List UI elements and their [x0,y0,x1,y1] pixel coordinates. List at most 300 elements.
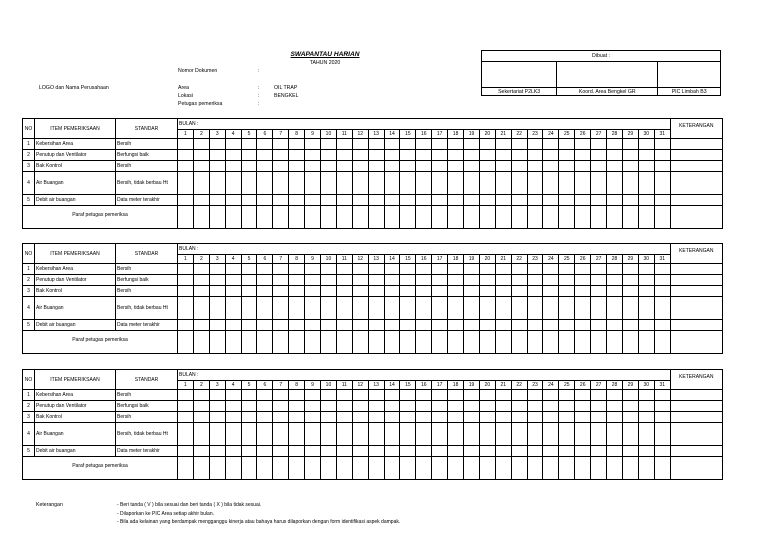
check-cell[interactable] [654,297,670,320]
check-cell[interactable] [321,275,337,286]
check-cell[interactable] [559,275,575,286]
check-cell[interactable] [654,412,670,423]
check-cell[interactable] [511,297,527,320]
check-cell[interactable] [448,150,464,161]
check-cell[interactable] [607,275,623,286]
check-cell[interactable] [368,297,384,320]
check-cell[interactable] [432,275,448,286]
check-cell[interactable] [289,320,305,331]
check-cell[interactable] [654,195,670,206]
check-cell[interactable] [495,446,511,457]
paraf-cell[interactable] [654,206,670,229]
paraf-cell[interactable] [225,206,241,229]
check-cell[interactable] [209,172,225,195]
check-cell[interactable] [225,423,241,446]
check-cell[interactable] [638,172,654,195]
check-cell[interactable] [321,320,337,331]
check-cell[interactable] [257,446,273,457]
paraf-cell[interactable] [559,206,575,229]
check-cell[interactable] [432,264,448,275]
paraf-cell[interactable] [209,206,225,229]
check-cell[interactable] [495,401,511,412]
check-cell[interactable] [241,297,257,320]
check-cell[interactable] [273,172,289,195]
check-cell[interactable] [527,286,543,297]
check-cell[interactable] [622,195,638,206]
check-cell[interactable] [305,423,321,446]
check-cell[interactable] [607,446,623,457]
check-cell[interactable] [511,401,527,412]
check-cell[interactable] [543,172,559,195]
paraf-cell[interactable] [305,457,321,480]
check-cell[interactable] [368,150,384,161]
signature-box[interactable] [482,62,557,88]
check-cell[interactable] [321,195,337,206]
check-cell[interactable] [336,286,352,297]
check-cell[interactable] [352,172,368,195]
check-cell[interactable] [622,390,638,401]
check-cell[interactable] [416,401,432,412]
check-cell[interactable] [352,195,368,206]
check-cell[interactable] [305,297,321,320]
check-cell[interactable] [257,275,273,286]
check-cell[interactable] [432,150,448,161]
check-cell[interactable] [241,423,257,446]
signature-box[interactable] [557,62,658,88]
paraf-cell[interactable] [209,457,225,480]
paraf-cell[interactable] [622,331,638,354]
check-cell[interactable] [464,264,480,275]
check-cell[interactable] [543,195,559,206]
paraf-cell[interactable] [416,206,432,229]
check-cell[interactable] [432,446,448,457]
check-cell[interactable] [559,412,575,423]
check-cell[interactable] [193,446,209,457]
paraf-cell[interactable] [607,331,623,354]
check-cell[interactable] [193,412,209,423]
check-cell[interactable] [575,150,591,161]
check-cell[interactable] [448,297,464,320]
paraf-cell[interactable] [495,331,511,354]
check-cell[interactable] [511,320,527,331]
paraf-cell[interactable] [432,457,448,480]
remarks-cell[interactable] [670,297,722,320]
check-cell[interactable] [257,390,273,401]
check-cell[interactable] [400,161,416,172]
paraf-cell[interactable] [559,331,575,354]
check-cell[interactable] [607,423,623,446]
check-cell[interactable] [495,275,511,286]
check-cell[interactable] [432,423,448,446]
check-cell[interactable] [527,264,543,275]
check-cell[interactable] [400,423,416,446]
check-cell[interactable] [368,195,384,206]
check-cell[interactable] [559,320,575,331]
check-cell[interactable] [591,286,607,297]
check-cell[interactable] [209,139,225,150]
check-cell[interactable] [638,275,654,286]
check-cell[interactable] [464,423,480,446]
paraf-cell[interactable] [479,331,495,354]
check-cell[interactable] [368,264,384,275]
check-cell[interactable] [178,286,194,297]
check-cell[interactable] [416,195,432,206]
paraf-cell[interactable] [321,331,337,354]
check-cell[interactable] [432,390,448,401]
check-cell[interactable] [511,139,527,150]
check-cell[interactable] [607,139,623,150]
check-cell[interactable] [225,195,241,206]
check-cell[interactable] [257,264,273,275]
check-cell[interactable] [527,412,543,423]
check-cell[interactable] [543,297,559,320]
check-cell[interactable] [432,172,448,195]
check-cell[interactable] [559,172,575,195]
check-cell[interactable] [400,150,416,161]
check-cell[interactable] [416,161,432,172]
check-cell[interactable] [209,150,225,161]
check-cell[interactable] [432,195,448,206]
check-cell[interactable] [416,446,432,457]
check-cell[interactable] [193,390,209,401]
check-cell[interactable] [559,161,575,172]
check-cell[interactable] [305,390,321,401]
check-cell[interactable] [654,161,670,172]
check-cell[interactable] [416,139,432,150]
check-cell[interactable] [638,161,654,172]
check-cell[interactable] [257,161,273,172]
check-cell[interactable] [400,401,416,412]
check-cell[interactable] [321,390,337,401]
paraf-cell[interactable] [448,457,464,480]
check-cell[interactable] [225,286,241,297]
check-cell[interactable] [400,139,416,150]
check-cell[interactable] [273,139,289,150]
check-cell[interactable] [352,161,368,172]
check-cell[interactable] [638,412,654,423]
check-cell[interactable] [416,297,432,320]
paraf-cell[interactable] [273,206,289,229]
check-cell[interactable] [638,390,654,401]
check-cell[interactable] [241,172,257,195]
check-cell[interactable] [543,390,559,401]
check-cell[interactable] [305,172,321,195]
check-cell[interactable] [527,172,543,195]
check-cell[interactable] [384,172,400,195]
remarks-cell[interactable] [670,390,722,401]
check-cell[interactable] [368,401,384,412]
check-cell[interactable] [209,195,225,206]
check-cell[interactable] [321,446,337,457]
check-cell[interactable] [495,390,511,401]
check-cell[interactable] [178,412,194,423]
paraf-remarks-cell[interactable] [670,206,722,229]
check-cell[interactable] [575,172,591,195]
check-cell[interactable] [479,401,495,412]
paraf-cell[interactable] [368,457,384,480]
remarks-cell[interactable] [670,423,722,446]
paraf-cell[interactable] [511,331,527,354]
check-cell[interactable] [591,297,607,320]
check-cell[interactable] [448,161,464,172]
check-cell[interactable] [432,412,448,423]
paraf-cell[interactable] [527,331,543,354]
check-cell[interactable] [591,390,607,401]
check-cell[interactable] [336,412,352,423]
paraf-cell[interactable] [400,331,416,354]
check-cell[interactable] [368,446,384,457]
check-cell[interactable] [464,172,480,195]
paraf-cell[interactable] [416,457,432,480]
check-cell[interactable] [575,297,591,320]
check-cell[interactable] [559,297,575,320]
check-cell[interactable] [495,161,511,172]
paraf-cell[interactable] [448,331,464,354]
paraf-cell[interactable] [352,331,368,354]
check-cell[interactable] [289,446,305,457]
check-cell[interactable] [384,297,400,320]
check-cell[interactable] [416,286,432,297]
check-cell[interactable] [241,195,257,206]
check-cell[interactable] [654,150,670,161]
check-cell[interactable] [336,139,352,150]
check-cell[interactable] [479,286,495,297]
check-cell[interactable] [495,195,511,206]
check-cell[interactable] [479,139,495,150]
check-cell[interactable] [479,297,495,320]
paraf-cell[interactable] [464,331,480,354]
remarks-cell[interactable] [670,139,722,150]
paraf-cell[interactable] [257,457,273,480]
check-cell[interactable] [591,275,607,286]
check-cell[interactable] [432,161,448,172]
check-cell[interactable] [448,401,464,412]
paraf-cell[interactable] [336,457,352,480]
remarks-cell[interactable] [670,150,722,161]
check-cell[interactable] [368,412,384,423]
check-cell[interactable] [321,297,337,320]
check-cell[interactable] [384,446,400,457]
check-cell[interactable] [416,275,432,286]
paraf-cell[interactable] [384,331,400,354]
paraf-cell[interactable] [511,206,527,229]
check-cell[interactable] [432,320,448,331]
check-cell[interactable] [479,161,495,172]
check-cell[interactable] [225,275,241,286]
check-cell[interactable] [368,161,384,172]
check-cell[interactable] [225,161,241,172]
check-cell[interactable] [559,401,575,412]
check-cell[interactable] [257,320,273,331]
check-cell[interactable] [321,412,337,423]
paraf-cell[interactable] [607,457,623,480]
check-cell[interactable] [527,320,543,331]
check-cell[interactable] [336,150,352,161]
check-cell[interactable] [622,320,638,331]
paraf-remarks-cell[interactable] [670,457,722,480]
check-cell[interactable] [336,297,352,320]
remarks-cell[interactable] [670,264,722,275]
check-cell[interactable] [654,286,670,297]
check-cell[interactable] [591,172,607,195]
check-cell[interactable] [448,412,464,423]
check-cell[interactable] [289,264,305,275]
check-cell[interactable] [607,150,623,161]
check-cell[interactable] [591,446,607,457]
check-cell[interactable] [368,423,384,446]
check-cell[interactable] [495,423,511,446]
check-cell[interactable] [543,161,559,172]
check-cell[interactable] [209,286,225,297]
check-cell[interactable] [209,297,225,320]
check-cell[interactable] [384,412,400,423]
check-cell[interactable] [432,297,448,320]
check-cell[interactable] [336,161,352,172]
paraf-cell[interactable] [527,457,543,480]
check-cell[interactable] [257,297,273,320]
check-cell[interactable] [384,264,400,275]
check-cell[interactable] [591,423,607,446]
check-cell[interactable] [479,150,495,161]
check-cell[interactable] [400,412,416,423]
check-cell[interactable] [336,264,352,275]
check-cell[interactable] [543,286,559,297]
paraf-cell[interactable] [289,331,305,354]
check-cell[interactable] [193,172,209,195]
check-cell[interactable] [178,150,194,161]
check-cell[interactable] [591,139,607,150]
paraf-cell[interactable] [289,206,305,229]
check-cell[interactable] [511,264,527,275]
check-cell[interactable] [527,195,543,206]
paraf-cell[interactable] [432,331,448,354]
check-cell[interactable] [464,401,480,412]
check-cell[interactable] [575,195,591,206]
check-cell[interactable] [368,390,384,401]
check-cell[interactable] [209,401,225,412]
paraf-cell[interactable] [178,331,194,354]
check-cell[interactable] [416,412,432,423]
paraf-cell[interactable] [384,206,400,229]
check-cell[interactable] [178,320,194,331]
check-cell[interactable] [638,150,654,161]
paraf-cell[interactable] [336,331,352,354]
check-cell[interactable] [464,139,480,150]
check-cell[interactable] [241,264,257,275]
check-cell[interactable] [336,275,352,286]
check-cell[interactable] [511,390,527,401]
paraf-cell[interactable] [193,331,209,354]
check-cell[interactable] [448,423,464,446]
check-cell[interactable] [305,275,321,286]
check-cell[interactable] [654,423,670,446]
check-cell[interactable] [178,297,194,320]
check-cell[interactable] [336,172,352,195]
check-cell[interactable] [209,390,225,401]
check-cell[interactable] [273,297,289,320]
paraf-cell[interactable] [607,206,623,229]
remarks-cell[interactable] [670,320,722,331]
paraf-cell[interactable] [289,457,305,480]
paraf-cell[interactable] [193,206,209,229]
check-cell[interactable] [622,139,638,150]
check-cell[interactable] [654,320,670,331]
check-cell[interactable] [416,264,432,275]
check-cell[interactable] [336,195,352,206]
check-cell[interactable] [495,172,511,195]
check-cell[interactable] [352,297,368,320]
check-cell[interactable] [591,161,607,172]
check-cell[interactable] [257,401,273,412]
check-cell[interactable] [622,275,638,286]
check-cell[interactable] [543,423,559,446]
paraf-cell[interactable] [575,331,591,354]
check-cell[interactable] [543,446,559,457]
check-cell[interactable] [305,264,321,275]
check-cell[interactable] [638,286,654,297]
check-cell[interactable] [178,446,194,457]
check-cell[interactable] [654,390,670,401]
paraf-cell[interactable] [543,206,559,229]
check-cell[interactable] [193,150,209,161]
check-cell[interactable] [638,297,654,320]
check-cell[interactable] [543,139,559,150]
check-cell[interactable] [336,320,352,331]
check-cell[interactable] [178,390,194,401]
check-cell[interactable] [368,275,384,286]
check-cell[interactable] [257,423,273,446]
check-cell[interactable] [273,401,289,412]
check-cell[interactable] [321,286,337,297]
remarks-cell[interactable] [670,172,722,195]
check-cell[interactable] [511,412,527,423]
check-cell[interactable] [607,286,623,297]
paraf-cell[interactable] [321,206,337,229]
check-cell[interactable] [448,390,464,401]
check-cell[interactable] [352,275,368,286]
check-cell[interactable] [225,297,241,320]
check-cell[interactable] [193,401,209,412]
check-cell[interactable] [400,172,416,195]
check-cell[interactable] [178,264,194,275]
check-cell[interactable] [527,150,543,161]
check-cell[interactable] [289,139,305,150]
check-cell[interactable] [591,412,607,423]
check-cell[interactable] [575,264,591,275]
check-cell[interactable] [511,446,527,457]
check-cell[interactable] [511,161,527,172]
check-cell[interactable] [416,390,432,401]
check-cell[interactable] [448,139,464,150]
check-cell[interactable] [622,401,638,412]
check-cell[interactable] [178,195,194,206]
paraf-cell[interactable] [638,206,654,229]
check-cell[interactable] [575,423,591,446]
check-cell[interactable] [479,390,495,401]
check-cell[interactable] [464,195,480,206]
paraf-cell[interactable] [527,206,543,229]
check-cell[interactable] [527,139,543,150]
check-cell[interactable] [591,150,607,161]
check-cell[interactable] [543,412,559,423]
check-cell[interactable] [193,275,209,286]
check-cell[interactable] [527,423,543,446]
check-cell[interactable] [464,412,480,423]
check-cell[interactable] [193,139,209,150]
remarks-cell[interactable] [670,446,722,457]
check-cell[interactable] [638,401,654,412]
check-cell[interactable] [432,286,448,297]
